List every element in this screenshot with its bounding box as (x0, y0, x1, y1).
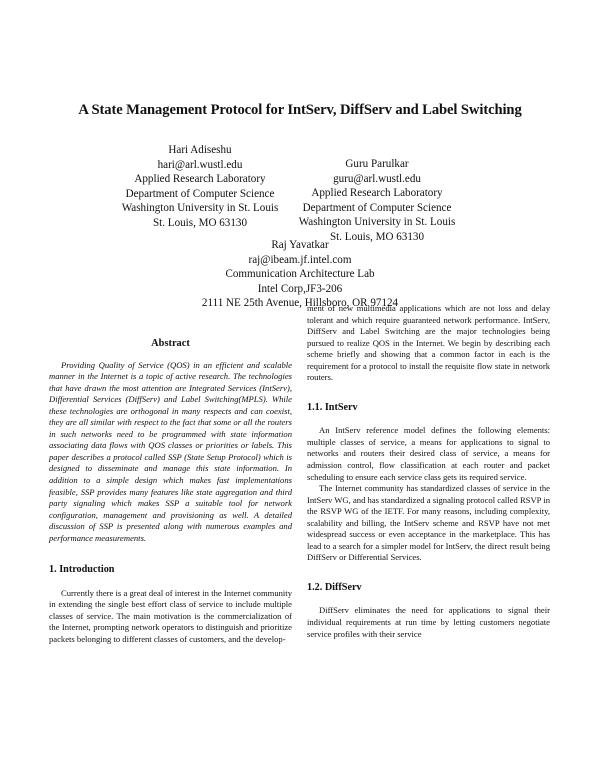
author-affiliation-line: Applied Research Laboratory (134, 173, 266, 186)
author-name: Raj Yavatkar (271, 239, 329, 251)
paper-title: A State Management Protocol for IntServ, DiffServ and Label Switching (78, 102, 522, 118)
author-affiliation-line: Intel Corp,JF3-206 (257, 282, 343, 295)
intserv-paragraph-2: The Internet community has standardized classes of service in the IntServ WG, and has standardized a signaling protocol called RSVP in the RSVP WG of the IETF. For many reasons, including complexity, scalability and billing, the IntServ scheme and RSVP have not met widespread success or even acceptance in the marketplace. This has lead to a search for a simpler model for IntServ, the direct result being DiffServ or Differential Services. (307, 483, 550, 563)
author-affiliation-line: 2111 NE 25th Avenue, Hillsboro, OR 97124 (201, 297, 399, 310)
author-affiliation-line: Communication Architecture Lab (225, 268, 375, 281)
author-1 (100, 143, 300, 231)
author-email: raj@ibeam.jf.intel.com (248, 253, 352, 266)
author-affiliation-line: Washington University in St. Louis (298, 216, 456, 229)
right-column (307, 303, 550, 640)
author-affiliation-line: St. Louis, MO 63130 (153, 216, 247, 229)
intserv-paragraph-1: An IntServ reference model defines the following elements: multiple classes of service, a means for applications to signal to networks and routers their desired class of service, a means for admission control, flow classification at each router and packet scheduling to ensure each service class gets its required service. (307, 425, 550, 482)
author-email: guru@arl.wustl.edu (333, 172, 421, 185)
section-heading-diffserv: 1.2. DiffServ (307, 581, 362, 593)
section-heading-intserv: 1.1. IntServ (307, 401, 358, 413)
introduction-paragraph: Currently there is a great deal of interest in the Internet community in extending the single best effort class of service to include multiple classes of service. The main motivation is the commercialization of the Internet, prompting network operators to distinguish and prioritize packets belonging to different classes of customers, and the develop- (49, 587, 292, 645)
author-name: Guru Parulkar (345, 158, 409, 170)
author-name: Hari Adiseshu (168, 144, 232, 156)
author-affiliation-line: Department of Computer Science (302, 201, 452, 214)
author-email: hari@arl.wustl.edu (157, 158, 243, 171)
diffserv-paragraph-1: DiffServ eliminates the need for applications to signal their individual requirements at run time by letting customers negotiate service profiles with their service (307, 605, 550, 639)
left-column (49, 338, 292, 646)
author-2 (277, 157, 477, 245)
author-affiliation-line: Applied Research Laboratory (311, 187, 443, 200)
author-3 (150, 238, 450, 311)
author-affiliation-line: Department of Computer Science (125, 187, 275, 200)
author-affiliation-line: St. Louis, MO 63130 (330, 230, 424, 243)
author-affiliation-line: Washington University in St. Louis (121, 202, 279, 215)
abstract-text: Providing Quality of Service (QOS) in an efficient and scalable manner in the Internet is a topic of active research. The technologies that have drawn the most attention are Integrated Services (IntServ), Differential Services (DiffServ) and Label Switching(MPLS). While these technologies are orthogonal in many respects and can coexist, they are all similar with respect to the fact that some or all the routers in such networks need to be programmed with state information associating data flows with QOS classes or priorities or labels. This paper describes a protocol called SSP (State Setup Protocol) which is designed to disseminate and manage this state information. In addition to a simple design which makes fast implementations feasible, SSP provides many features like state aggregation and third party signaling which makes SSP a suitable tool for network configuration, management and provisioning as well. A detailed discussion of SSP is presented along with numerous examples and performance measurements. (49, 359, 292, 543)
introduction-continued-paragraph: ment of new multimedia applications which are not loss and delay tolerant and which require guaranteed network performance. IntServ, DiffServ and Label Switching are the major technologies being pursued to realize QOS in the Internet. We begin by describing each scheme briefly and showing that a common factor in each is the requirement for a protocol to install the requisite flow state in network routers. (307, 303, 550, 383)
abstract-heading: Abstract (151, 338, 190, 349)
section-heading-introduction: 1. Introduction (49, 564, 115, 576)
